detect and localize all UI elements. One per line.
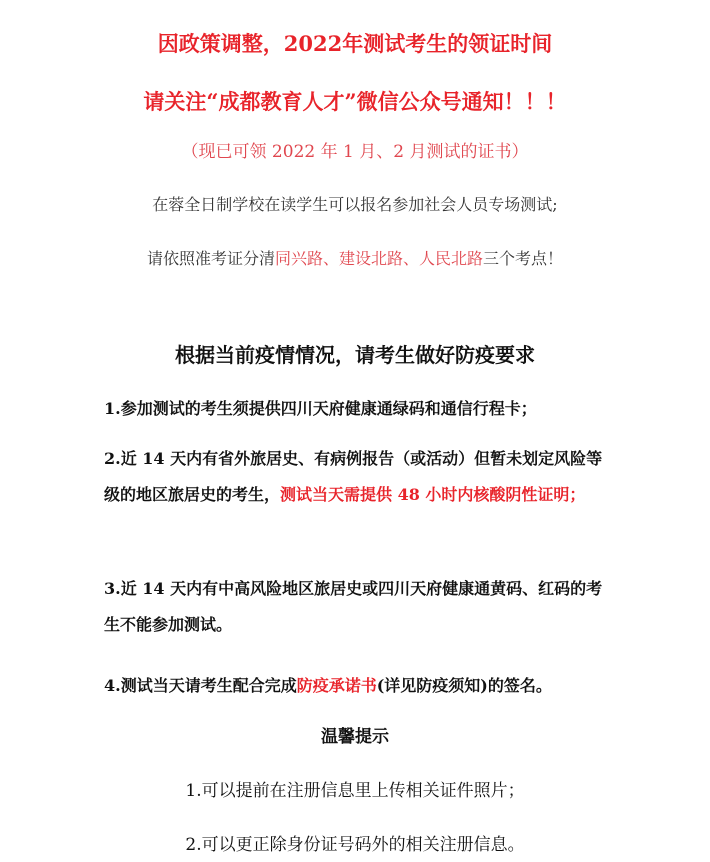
student-eligibility-note: 在蓉全日制学校在读学生可以报名参加社会人员专场测试;: [152, 195, 558, 214]
requirement-item-4-suffix: (详见防疫须知)的签名。: [376, 676, 552, 695]
exam-site-list: 同兴路、建设北路、人民北路: [274, 249, 483, 268]
exam-site-note: [0, 246, 710, 269]
requirement-item-2-highlight: 测试当天需提供 48 小时内核酸阴性证明；: [280, 485, 586, 504]
notice-title-line-1: 因政策调整，2022年测试考生的领证时间: [157, 31, 553, 56]
notice-title-line-2: 请关注“成都教育人才”微信公众号通知！！！: [143, 89, 567, 114]
certificate-availability-note: （现已可领 2022 年 1 月、2 月测试的证书）: [181, 142, 529, 162]
tip-item-2: 2.可以更正除身份证号码外的相关注册信息。: [185, 835, 525, 855]
commitment-form-link-text: 防疫承诺书: [296, 676, 377, 695]
exam-site-note-suffix: 三个考点！: [483, 249, 564, 268]
tips-heading: 温馨提示: [321, 727, 389, 747]
requirement-item-2: [104, 441, 609, 513]
requirement-item-2-text: 2.近 14 天内有省外旅居史、有病例报告（或活动）但暂未划定风险等级的地区旅居史的考生，: [104, 449, 603, 504]
epidemic-requirements-heading: 根据当前疫情情况，请考生做好防疫要求: [175, 343, 535, 367]
requirement-item-3: 3.近 14 天内有中高风险地区旅居史或四川天府健康通黄码、红码的考生不能参加测试。: [104, 579, 603, 634]
requirement-item-4: [104, 668, 609, 704]
requirement-item-1: 1.参加测试的考生须提供四川天府健康通绿码和通信行程卡；: [104, 399, 537, 418]
requirement-item-4-prefix: 4.测试当天请考生配合完成: [104, 676, 297, 695]
tip-item-1: 1.可以提前在注册信息里上传相关证件照片；: [185, 781, 525, 801]
exam-site-note-prefix: 请依照准考证分清: [146, 249, 275, 268]
